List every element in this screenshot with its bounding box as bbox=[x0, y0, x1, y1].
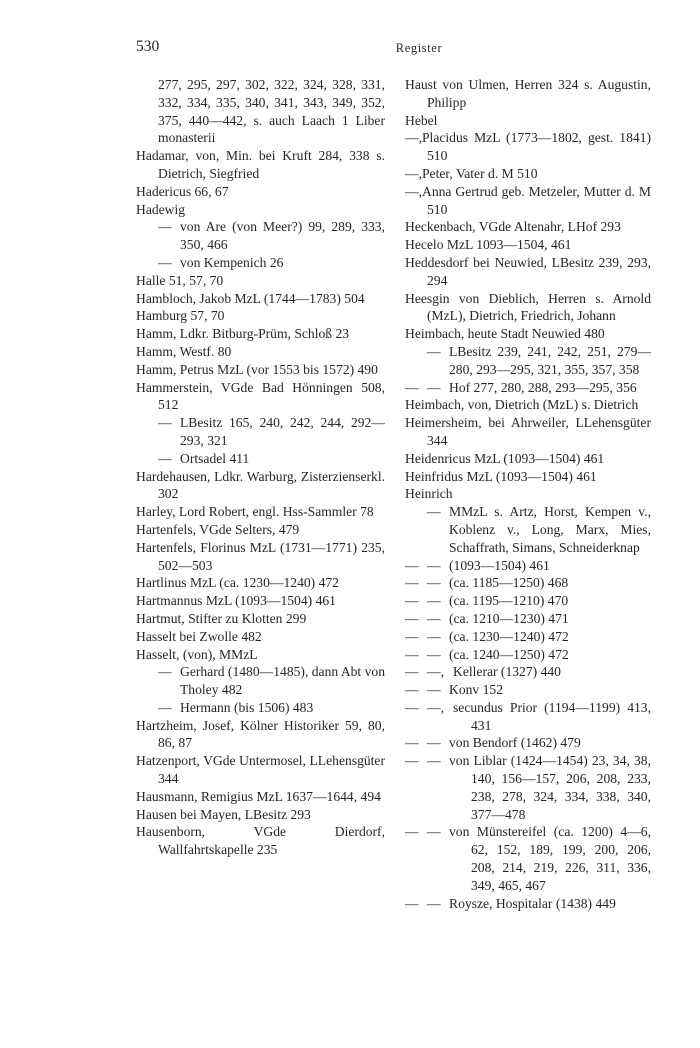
entry-text: secundus Prior (1194—1199) 413, 431 bbox=[453, 699, 651, 733]
index-entry bbox=[136, 290, 385, 308]
entry-dash: — bbox=[405, 753, 419, 769]
index-entry bbox=[136, 574, 385, 592]
entry-dash: — bbox=[427, 504, 441, 520]
index-entry bbox=[136, 717, 385, 753]
entry-text: Hadericus 66, 67 bbox=[136, 183, 229, 199]
entry-text: Hamburg 57, 70 bbox=[136, 308, 225, 324]
entry-text: Hamm, Westf. 80 bbox=[136, 343, 232, 359]
index-entry bbox=[405, 663, 651, 681]
index-entry bbox=[405, 290, 651, 326]
entry-dash: — bbox=[405, 379, 419, 395]
entry-text: Halle 51, 57, 70 bbox=[136, 272, 224, 288]
entry-text: Roysze, Hospitalar (1438) 449 bbox=[449, 895, 616, 911]
entry-text: Heinrich bbox=[405, 486, 453, 502]
entry-dash: — bbox=[427, 557, 441, 573]
entry-dash: — bbox=[427, 628, 441, 644]
index-entry bbox=[136, 503, 385, 521]
index-entry bbox=[136, 539, 385, 575]
entry-dash: —, bbox=[427, 699, 444, 715]
index-entry bbox=[405, 823, 651, 894]
index-entry bbox=[405, 574, 651, 592]
entry-text: Heimersheim, bei Ahrweiler, LLehensgüter 344 bbox=[405, 415, 651, 448]
entry-dash: — bbox=[158, 664, 172, 680]
index-entry bbox=[405, 325, 651, 343]
entry-dash: — bbox=[427, 343, 441, 359]
index-entry bbox=[136, 450, 385, 468]
index-entry bbox=[405, 468, 651, 486]
entry-dash: — bbox=[427, 593, 441, 609]
entry-dash: —, bbox=[405, 165, 422, 181]
index-entry bbox=[136, 788, 385, 806]
entry-text: Hausen bei Mayen, LBesitz 293 bbox=[136, 806, 311, 822]
entry-text: Heidenricus MzL (1093—1504) 461 bbox=[405, 450, 605, 466]
page-number: 530 bbox=[136, 38, 160, 55]
index-entry bbox=[136, 610, 385, 628]
entry-text: 277, 295, 297, 302, 322, 324, 328, 331, 332, 334, 335, 340, 341, 343, 349, 352, 375, 440—442, s. auch Laach 1 Liber monasterii bbox=[158, 77, 385, 146]
index-entry bbox=[136, 325, 385, 343]
entry-dash: — bbox=[158, 450, 172, 466]
entry-dash: — bbox=[405, 699, 419, 715]
running-head: Register bbox=[395, 41, 443, 55]
index-entry bbox=[405, 218, 651, 236]
entry-dash: — bbox=[158, 699, 172, 715]
index-entry bbox=[136, 468, 385, 504]
entry-text: Hausmann, Remigius MzL 1637—1644, 494 bbox=[136, 788, 381, 804]
entry-text: Peter, Vater d. M 510 bbox=[422, 165, 538, 181]
entry-dash: — bbox=[405, 593, 419, 609]
index-entry bbox=[136, 201, 385, 219]
index-entry bbox=[405, 681, 651, 699]
entry-text: Placidus MzL (1773—1802, gest. 1841) 510 bbox=[422, 130, 651, 164]
entry-text: Kellerar (1327) 440 bbox=[453, 664, 561, 680]
entry-text: Hartenfels, VGde Selters, 479 bbox=[136, 521, 300, 537]
index-entry bbox=[136, 823, 385, 859]
entry-dash: — bbox=[405, 895, 419, 911]
index-entry bbox=[136, 628, 385, 646]
entry-text: Heinfridus MzL (1093—1504) 461 bbox=[405, 468, 597, 484]
entry-dash: — bbox=[427, 646, 441, 662]
entry-text: Hartenfels, Florinus MzL (1731—1771) 235, 502—503 bbox=[136, 539, 385, 573]
entry-text: Hambloch, Jakob MzL (1744—1783) 504 bbox=[136, 290, 365, 306]
entry-text: Heddesdorf bei Neuwied, LBesitz 239, 293, 294 bbox=[405, 254, 651, 288]
entry-text: Haust von Ulmen, Herren 324 s. Augustin, Philipp bbox=[405, 77, 651, 110]
entry-text: (ca. 1230—1240) 472 bbox=[449, 628, 569, 644]
entry-dash: — bbox=[405, 824, 419, 840]
index-entry bbox=[405, 183, 651, 219]
entry-text: Hamm, Petrus MzL (vor 1553 bis 1572) 490 bbox=[136, 361, 378, 377]
entry-text: Ortsadel 411 bbox=[180, 450, 250, 466]
index-entry bbox=[405, 610, 651, 628]
entry-text: Hasselt, (von), MMzL bbox=[136, 646, 258, 662]
entry-text: (ca. 1195—1210) 470 bbox=[449, 593, 569, 609]
index-entry bbox=[405, 76, 651, 112]
index-entry bbox=[405, 734, 651, 752]
entry-text: Hermann (bis 1506) 483 bbox=[180, 699, 314, 715]
entry-text: Hamm, Ldkr. Bitburg-Prüm, Schloß 23 bbox=[136, 326, 350, 342]
index-entry bbox=[405, 129, 651, 165]
entry-text: Hartzheim, Josef, Kölner Historiker 59, 80, 86, 87 bbox=[136, 717, 385, 751]
index-entry bbox=[405, 592, 651, 610]
index-entry bbox=[405, 699, 651, 735]
index-entry bbox=[136, 379, 385, 415]
entry-text: (1093—1504) 461 bbox=[449, 557, 550, 573]
entry-dash: —, bbox=[405, 183, 422, 199]
index-entry bbox=[405, 557, 651, 575]
entry-dash: — bbox=[405, 664, 419, 680]
index-entry bbox=[136, 76, 385, 147]
entry-dash: —, bbox=[427, 664, 444, 680]
index-entry bbox=[136, 414, 385, 450]
entry-text: Heesgin von Dieblich, Herren s. Arnold (MzL), Dietrich, Friedrich, Johann bbox=[405, 290, 651, 324]
index-entry bbox=[405, 752, 651, 823]
entry-text: Harley, Lord Robert, engl. Hss-Sammler 78 bbox=[136, 504, 374, 520]
entry-dash: — bbox=[427, 682, 441, 698]
index-entry bbox=[136, 254, 385, 272]
entry-text: von Münstereifel (ca. 1200) 4—6, 62, 152, 189, 199, 200, 206, 208, 214, 219, 226, 311, 336, 349, 465, 467 bbox=[449, 824, 651, 893]
entry-text: Hardehausen, Ldkr. Warburg, Zisterzienserkl. 302 bbox=[136, 468, 385, 502]
entry-text: Hebel bbox=[405, 112, 438, 128]
entry-text: Hartlinus MzL (ca. 1230—1240) 472 bbox=[136, 575, 339, 591]
index-entry bbox=[405, 254, 651, 290]
entry-text: Heckenbach, VGde Altenahr, LHof 293 bbox=[405, 219, 621, 235]
entry-text: Hammerstein, VGde Bad Hönningen 508, 512 bbox=[136, 379, 385, 413]
index-entry bbox=[136, 218, 385, 254]
entry-dash: — bbox=[405, 628, 419, 644]
entry-text: Hatzenport, VGde Untermosel, LLehensgüter 344 bbox=[136, 753, 385, 787]
index-entry bbox=[136, 806, 385, 824]
index-entry bbox=[136, 752, 385, 788]
index-entry bbox=[405, 396, 651, 414]
entry-dash: — bbox=[427, 610, 441, 626]
index-column-left bbox=[136, 76, 385, 859]
entry-dash: — bbox=[427, 379, 441, 395]
entry-text: LBesitz 165, 240, 242, 244, 292—293, 321 bbox=[180, 415, 385, 448]
entry-text: Hausenborn, VGde Dierdorf, Wallfahrtskapelle 235 bbox=[136, 824, 385, 858]
entry-text: Hecelo MzL 1093—1504, 461 bbox=[405, 237, 572, 253]
entry-dash: — bbox=[427, 735, 441, 751]
entry-dash: — bbox=[427, 824, 441, 840]
index-entry bbox=[405, 343, 651, 379]
index-entry bbox=[405, 112, 651, 130]
index-entry bbox=[405, 379, 651, 397]
entry-dash: — bbox=[427, 575, 441, 591]
entry-text: Hasselt bei Zwolle 482 bbox=[136, 628, 262, 644]
entry-text: Hartmut, Stifter zu Klotten 299 bbox=[136, 610, 307, 626]
entry-dash: — bbox=[158, 415, 172, 431]
index-entry bbox=[136, 646, 385, 664]
entry-text: von Liblar (1424—1454) 23, 34, 38, 140, 156—157, 206, 208, 233, 238, 278, 324, 334, 338, 340, 377—478 bbox=[449, 753, 651, 822]
index-entry bbox=[136, 147, 385, 183]
entry-text: Konv 152 bbox=[449, 682, 503, 698]
index-entry bbox=[136, 183, 385, 201]
entry-dash: — bbox=[405, 575, 419, 591]
index-entry bbox=[136, 272, 385, 290]
index-entry bbox=[405, 485, 651, 503]
index-entry bbox=[405, 165, 651, 183]
index-entry bbox=[136, 521, 385, 539]
index-entry bbox=[405, 236, 651, 254]
entry-text: von Bendorf (1462) 479 bbox=[449, 735, 581, 751]
entry-dash: — bbox=[405, 557, 419, 573]
entry-text: Hadewig bbox=[136, 201, 186, 217]
index-entry bbox=[136, 343, 385, 361]
entry-dash: — bbox=[158, 254, 172, 270]
index-entry bbox=[136, 307, 385, 325]
entry-dash: — bbox=[427, 753, 441, 769]
entry-dash: —, bbox=[405, 130, 422, 146]
entry-text: LBesitz 239, 241, 242, 251, 279—280, 293—295, 321, 355, 357, 358 bbox=[449, 343, 651, 377]
entry-text: Heimbach, heute Stadt Neuwied 480 bbox=[405, 326, 605, 342]
entry-text: Anna Gertrud geb. Metzeler, Mutter d. M 510 bbox=[422, 183, 651, 217]
entry-text: (ca. 1240—1250) 472 bbox=[449, 646, 569, 662]
index-column-right bbox=[405, 76, 651, 912]
entry-text: (ca. 1210—1230) 471 bbox=[449, 610, 569, 626]
index-entry bbox=[405, 628, 651, 646]
entry-dash: — bbox=[427, 895, 441, 911]
index-entry bbox=[405, 646, 651, 664]
entry-text: Hof 277, 280, 288, 293—295, 356 bbox=[449, 379, 637, 395]
index-entry bbox=[405, 450, 651, 468]
entry-text: von Kempenich 26 bbox=[180, 254, 284, 270]
entry-dash: — bbox=[405, 646, 419, 662]
entry-dash: — bbox=[405, 610, 419, 626]
entry-text: Hartmannus MzL (1093—1504) 461 bbox=[136, 593, 336, 609]
index-entry bbox=[136, 592, 385, 610]
entry-text: Hadamar, von, Min. bei Kruft 284, 338 s. Dietrich, Siegfried bbox=[136, 148, 385, 181]
entry-dash: — bbox=[405, 682, 419, 698]
entry-dash: — bbox=[158, 219, 172, 235]
index-entry bbox=[405, 414, 651, 450]
entry-text: Heimbach, von, Dietrich (MzL) s. Dietrich bbox=[405, 397, 639, 413]
entry-text: von Are (von Meer?) 99, 289, 333, 350, 466 bbox=[180, 219, 385, 253]
entry-text: MMzL s. Artz, Horst, Kempen v., Koblenz v., Long, Marx, Mies, Schaffrath, Simans, Schneiderknap bbox=[449, 504, 651, 555]
index-entry bbox=[405, 895, 651, 913]
index-entry bbox=[136, 699, 385, 717]
index-entry bbox=[405, 503, 651, 556]
entry-text: Gerhard (1480—1485), dann Abt von Tholey 482 bbox=[180, 664, 386, 698]
index-entry bbox=[136, 663, 385, 699]
entry-text: (ca. 1185—1250) 468 bbox=[449, 575, 569, 591]
index-entry bbox=[136, 361, 385, 379]
entry-dash: — bbox=[405, 735, 419, 751]
